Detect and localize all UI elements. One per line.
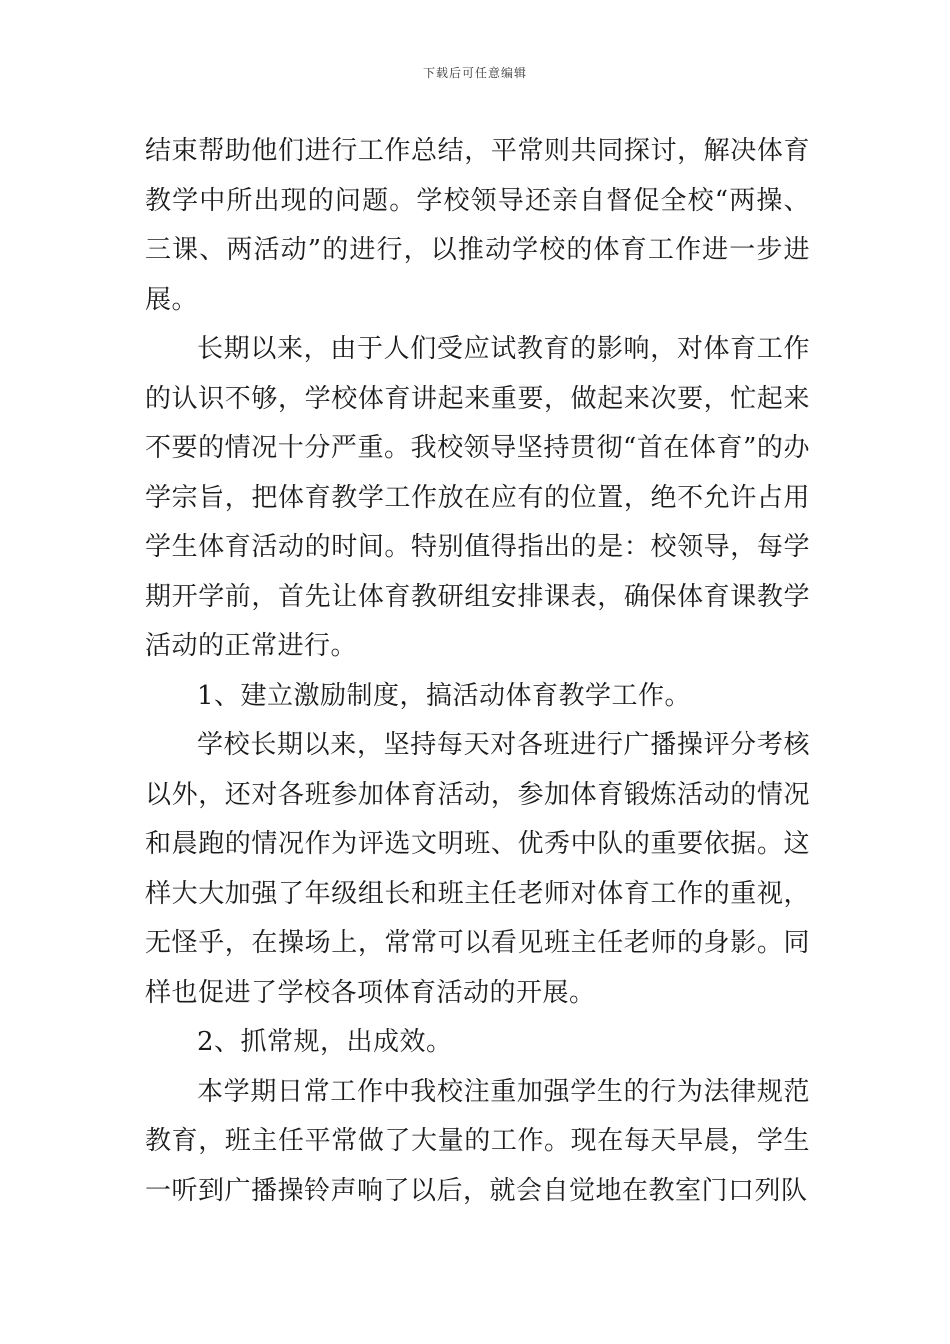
paragraph-long-term: 长期以来，由于人们受应试教育的影响，对体育工作的认识不够，学校体育讲起来重要，做起来次要，忙起来不要的情况十分严重。我校领导坚持贯彻“首在体育”的办学宗旨，把体育教学工作放在应有的位置，绝不允许占用学生体育活动的时间。特别值得指出的是：校领导，每学期开学前，首先让体育教研组安排课表，确保体育课教学活动的正常进行。 [145, 334, 810, 661]
paragraph-daily-work: 本学期日常工作中我校注重加强学生的行为法律规范教育，班主任平常做了大量的工作。现在每天早晨，学生一听到广播操铃声响了以后，就会自觉地在教室门口列队 [145, 1076, 810, 1206]
paragraph-school-practice: 学校长期以来，坚持每天对各班进行广播操评分考核以外，还对各班参加体育活动，参加体育锻炼活动的情况和晨跑的情况作为评选文明班、优秀中队的重要依据。这样大大加强了年级组长和班主任老师对体育工作的重视，无怪乎，在操场上，常常可以看见班主任老师的身影。同样也促进了学校各项体育活动的开展。 [145, 730, 810, 1008]
page-header: 下载后可任意编辑 [422, 66, 527, 80]
list-item-routine: 2、抓常规，出成效。 [197, 1027, 453, 1057]
list-item-incentive-system: 1、建立激励制度，搞活动体育教学工作。 [197, 680, 692, 711]
document-body [145, 127, 810, 1216]
paragraph-continuation: 结束帮助他们进行工作总结，平常则共同探讨，解决体育教学中所出现的问题。学校领导还亲自督促全校“两操、三课、两活动”的进行，以推动学校的体育工作进一步进展。 [145, 136, 810, 315]
